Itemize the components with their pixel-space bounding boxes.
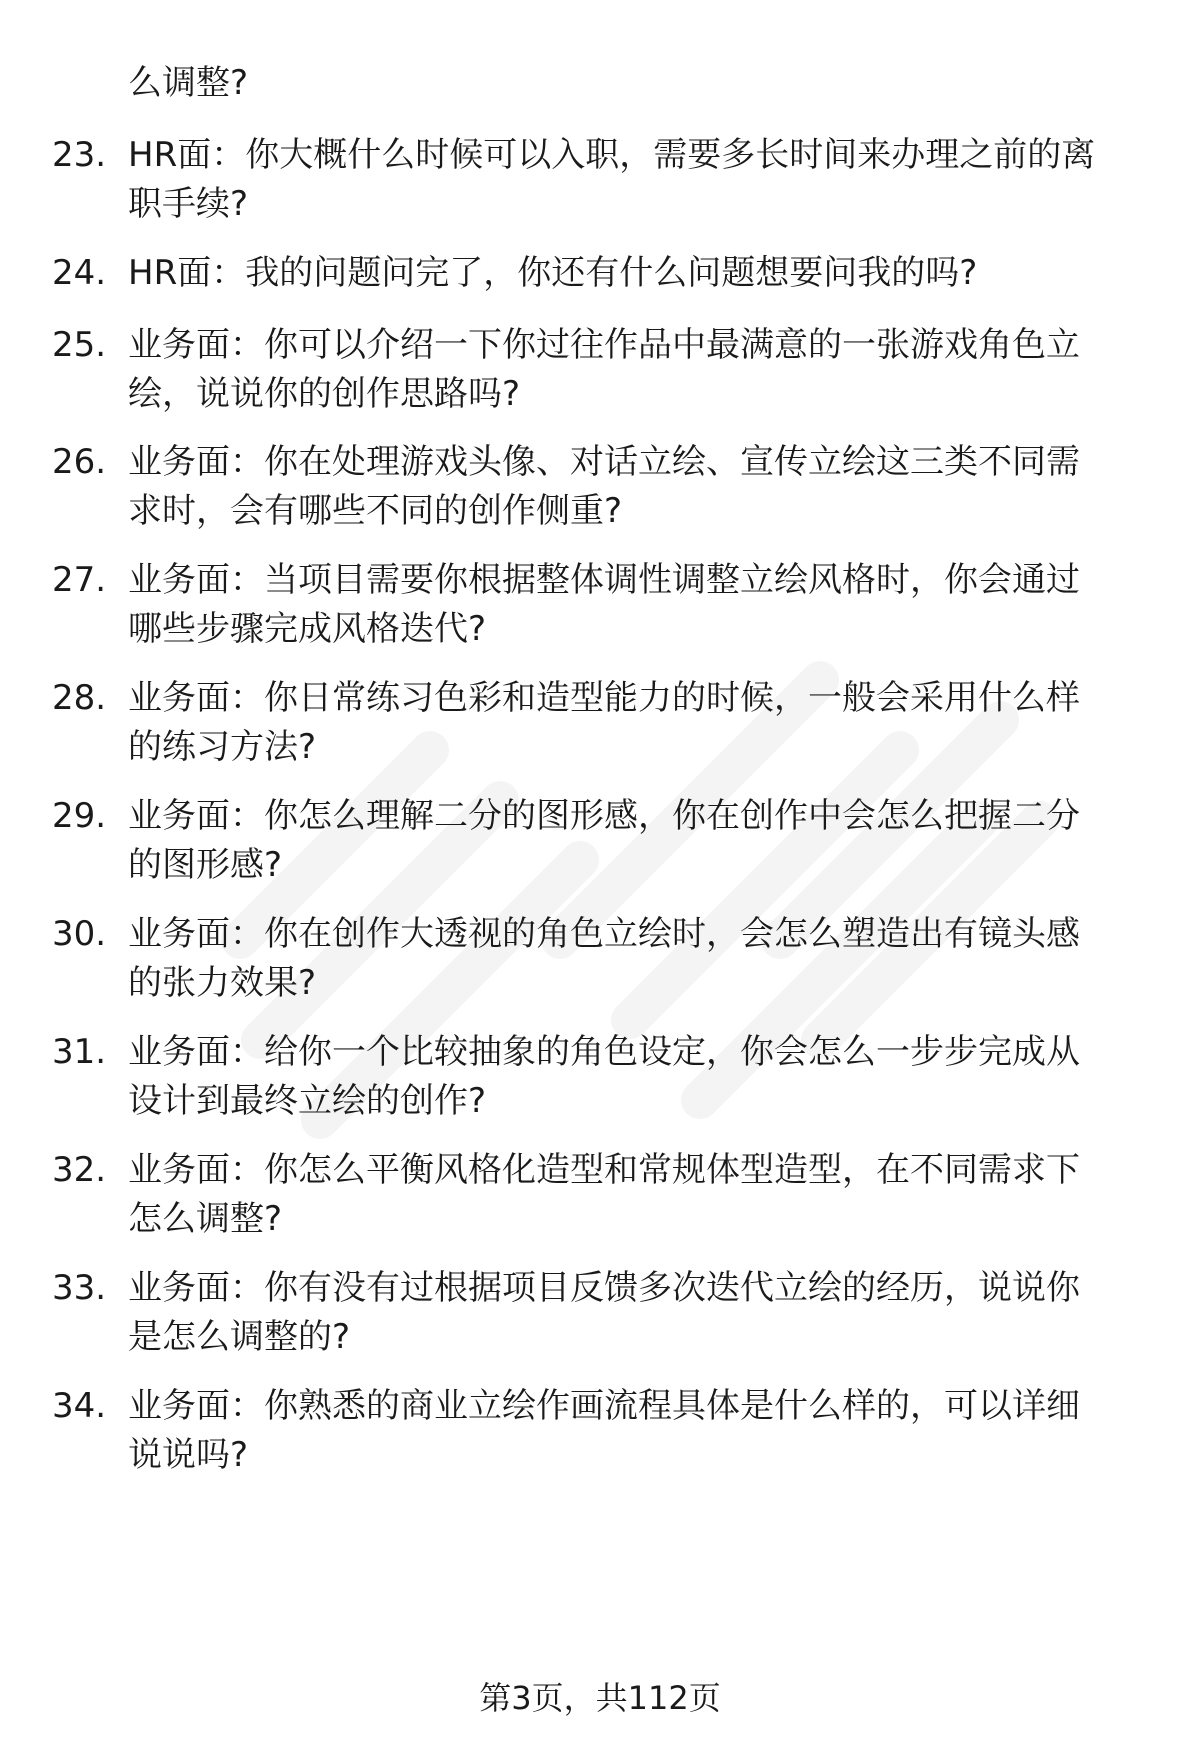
question-number: 26. <box>52 442 107 482</box>
question-item <box>0 437 1200 537</box>
question-text-line2: 求时，会有哪些不同的创作侧重? <box>128 491 623 531</box>
question-text-line1: 业务面：你可以介绍一下你过往作品中最满意的一张游戏角色立 <box>128 325 1080 365</box>
question-text-line1: HR面：你大概什么时候可以入职，需要多长时间来办理之前的离 <box>128 135 1096 175</box>
question-text-line2: 职手续? <box>128 184 249 224</box>
question-item <box>0 555 1200 655</box>
question-text-line1: 业务面：你在创作大透视的角色立绘时，会怎么塑造出有镜头感 <box>128 914 1080 954</box>
continuation-text: 么调整? <box>128 63 249 103</box>
question-number: 33. <box>52 1268 107 1308</box>
question-text-line2: 设计到最终立绘的创作? <box>128 1081 487 1121</box>
question-text-line2: 绘，说说你的创作思路吗? <box>128 374 521 414</box>
question-number: 34. <box>52 1386 107 1426</box>
question-text-line1: 业务面：你在处理游戏头像、对话立绘、宣传立绘这三类不同需 <box>128 442 1080 482</box>
question-number: 28. <box>52 678 107 718</box>
question-number: 31. <box>52 1032 107 1072</box>
question-text-line2: 的练习方法? <box>128 727 317 767</box>
question-number: 24. <box>52 253 107 293</box>
question-text-line2: 是怎么调整的? <box>128 1317 351 1357</box>
question-number: 29. <box>52 796 107 836</box>
question-item <box>0 791 1200 891</box>
question-text-line2: 的图形感? <box>128 845 283 885</box>
page-footer: 第3页，共112页 <box>479 1679 721 1717</box>
question-text-line2: 哪些步骤完成风格迭代? <box>128 609 487 649</box>
question-text-line2: 的张力效果? <box>128 963 317 1003</box>
question-text-line1: 业务面：你怎么平衡风格化造型和常规体型造型，在不同需求下 <box>128 1150 1080 1190</box>
question-item <box>0 1145 1200 1245</box>
question-item <box>0 673 1200 773</box>
question-number: 27. <box>52 560 107 600</box>
question-text-line1: 业务面：你怎么理解二分的图形感，你在创作中会怎么把握二分 <box>128 796 1080 836</box>
question-item <box>0 1263 1200 1363</box>
question-text-line1: HR面：我的问题问完了，你还有什么问题想要问我的吗? <box>128 253 978 293</box>
question-item <box>0 909 1200 1009</box>
question-number: 25. <box>52 325 107 365</box>
question-item <box>0 1381 1200 1481</box>
question-number: 32. <box>52 1150 107 1190</box>
question-text-line2: 怎么调整? <box>128 1199 283 1239</box>
question-number: 30. <box>52 914 107 954</box>
question-item <box>0 320 1200 420</box>
question-text-line1: 业务面：你日常练习色彩和造型能力的时候，一般会采用什么样 <box>128 678 1080 718</box>
question-text-line1: 业务面：你有没有过根据项目反馈多次迭代立绘的经历，说说你 <box>128 1268 1080 1308</box>
question-text-line1: 业务面：当项目需要你根据整体调性调整立绘风格时，你会通过 <box>128 560 1080 600</box>
question-item <box>0 1027 1200 1127</box>
question-text-line2: 说说吗? <box>128 1435 249 1475</box>
question-item <box>0 130 1200 230</box>
question-text-line1: 业务面：你熟悉的商业立绘作画流程具体是什么样的，可以详细 <box>128 1386 1080 1426</box>
question-number: 23. <box>52 135 107 175</box>
question-text-line1: 业务面：给你一个比较抽象的角色设定，你会怎么一步步完成从 <box>128 1032 1080 1072</box>
